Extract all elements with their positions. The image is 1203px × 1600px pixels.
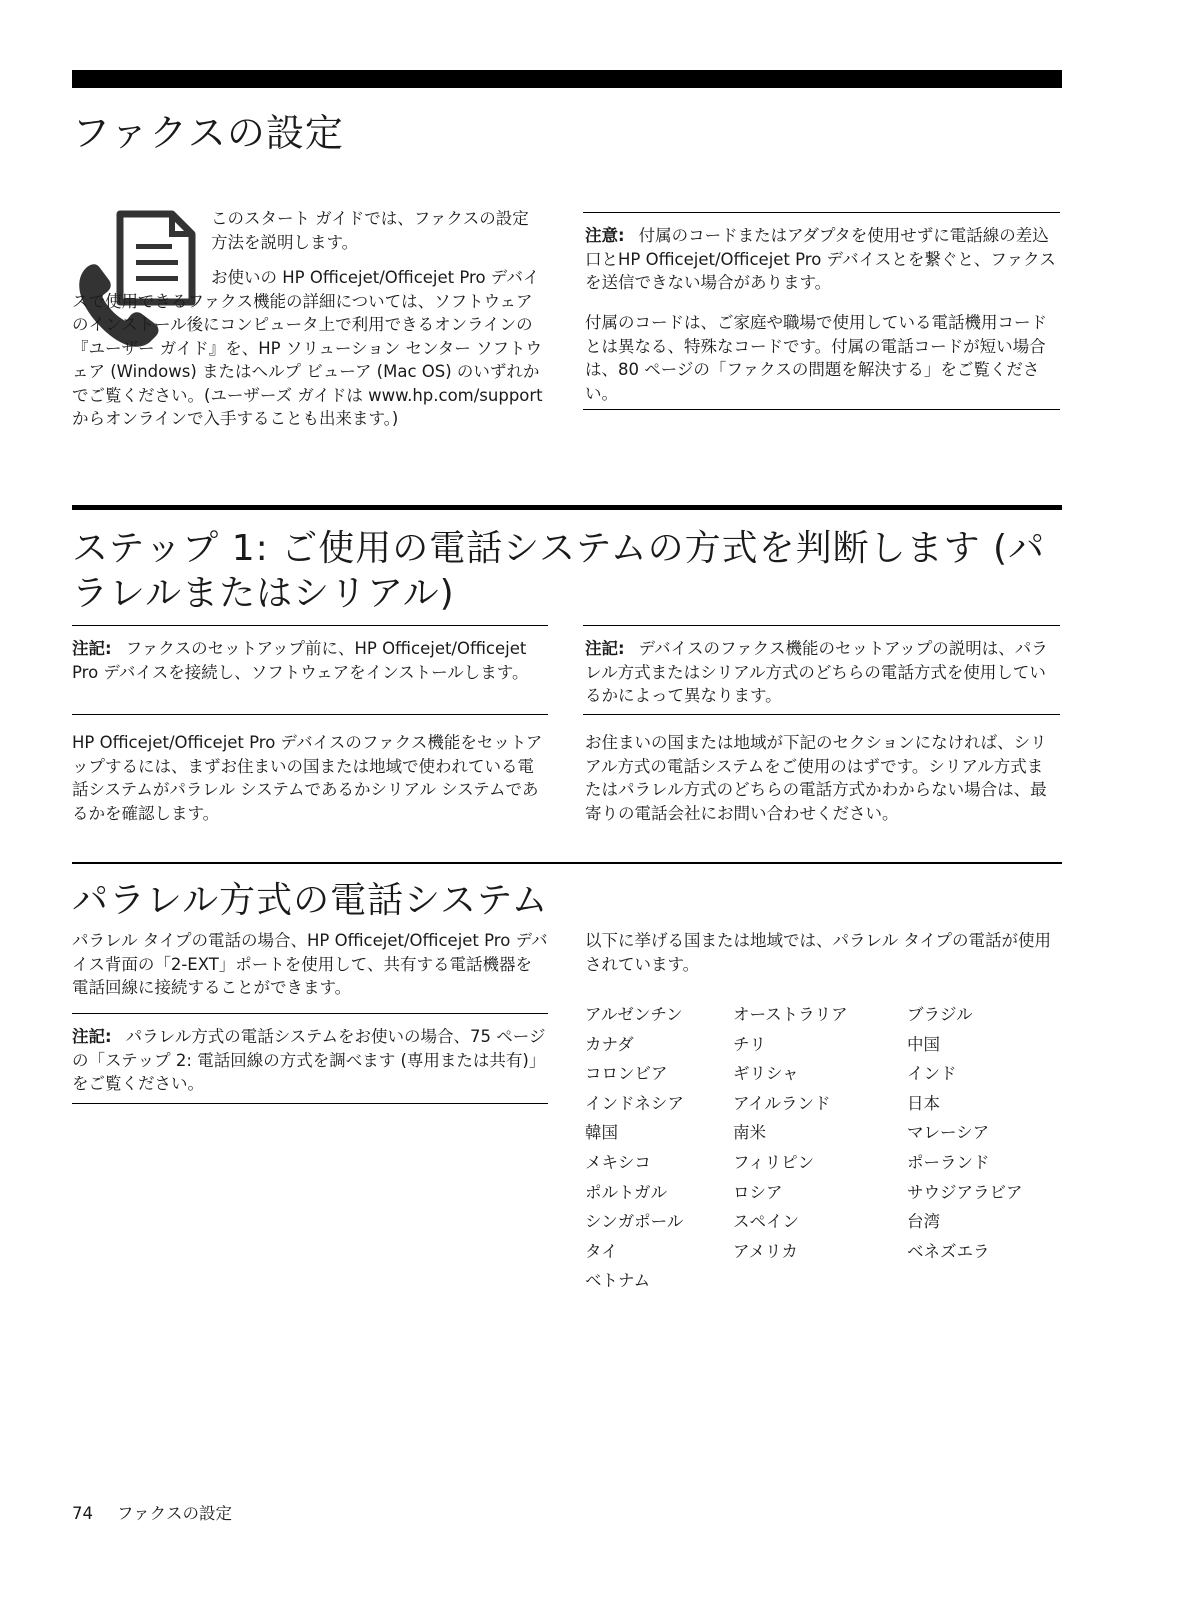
country: ブラジル <box>907 1005 973 1024</box>
country-row <box>585 1178 1065 1208</box>
parallel-note <box>72 1025 548 1096</box>
country: チリ <box>733 1034 766 1054</box>
country-row <box>585 1266 1065 1296</box>
caution-text: 付属のコードまたはアダプタを使用せずに電話線の差込口とHP Officejet/Officejet Pro デバイスとを繋ぐと、ファクスを送信できない場合があります。 <box>585 226 1056 292</box>
page-title: ファクスの設定 <box>72 111 344 155</box>
step1-note-left-bottom-rule <box>72 714 548 715</box>
country-row <box>585 1118 1065 1148</box>
note-label: 注記: <box>72 639 112 658</box>
note-label: 注記: <box>585 639 625 658</box>
country: ポルトガル <box>585 1182 668 1202</box>
country-row <box>585 1207 1065 1237</box>
caution-paragraph-2: 付属のコードは、ご家庭や職場で使用している電話機用コードとは異なる、特殊なコードです。付属の電話コードが短い場合は、80 ページの「ファクスの問題を解決する」をご覧ください。 <box>585 313 1047 403</box>
country: インドネシア <box>585 1093 684 1113</box>
step1-body-left: HP Officejet/Officejet Pro デバイスのファクス機能をセットアップするには、まずお住まいの国または地域で使われている電話システムがパラレル システムであるかシリアル システムであるかを確認します。 <box>72 733 543 823</box>
country: オーストラリア <box>733 1005 848 1024</box>
country: マレーシア <box>907 1123 990 1143</box>
country: ロシア <box>733 1182 783 1202</box>
country: 日本 <box>907 1093 940 1113</box>
country-row <box>585 1148 1065 1178</box>
parallel-note-top-rule <box>72 1013 548 1014</box>
intro-paragraph-2: お使いの HP Officejet/Officejet Pro デバイスで使用できるファクス機能の詳細については、ソフトウェアのインストール後にコンピュータ上で利用できるオンラインの『ユーザー ガイド』を、HP ソリューション センター ソフトウェア (Windows) またはヘルプ ビューア (Mac OS) のいずれかでご覧ください。(ユーザーズ ガイドは www.hp.com/support からオンラインで入手することも出来ます。) <box>72 268 543 428</box>
country: ベネズエラ <box>907 1241 990 1261</box>
parallel-body-left: パラレル タイプの電話の場合、HP Officejet/Officejet Pro デバイス背面の「2-EXT」ポートを使用して、共有する電話機器を電話回線に接続することができます。 <box>72 931 548 997</box>
step1-note-right <box>585 637 1055 708</box>
parallel-note-bottom-rule <box>72 1103 548 1104</box>
country: ベトナム <box>585 1271 651 1291</box>
country-row <box>585 1237 1065 1267</box>
country: メキシコ <box>585 1152 651 1172</box>
country-row <box>585 1000 1065 1030</box>
country: フィリピン <box>733 1152 815 1172</box>
caution-bottom-rule <box>583 409 1060 410</box>
parallel-heading: パラレル方式の電話システム <box>72 880 549 921</box>
country: アメリカ <box>733 1241 798 1261</box>
top-rule <box>72 70 1062 88</box>
country: 南米 <box>733 1123 766 1143</box>
country: 中国 <box>907 1034 940 1054</box>
country: 韓国 <box>585 1123 618 1143</box>
step1-note-left-top-rule <box>72 625 548 626</box>
step1-heading: ステップ 1: ご使用の電話システムの方式を判断します (パラレルまたはシリアル) <box>72 528 1046 614</box>
country: ギリシャ <box>733 1064 799 1084</box>
page-footer <box>72 1500 256 1524</box>
countries-list <box>585 1000 1065 1296</box>
country: サウジアラビア <box>907 1182 1023 1202</box>
note-text: デバイスのファクス機能のセットアップの説明は、パラレル方式またはシリアル方式のどちらの電話方式を使用しているかによって異なります。 <box>585 639 1048 705</box>
parallel-body-right: 以下に挙げる国または地域では、パラレル タイプの電話が使用されています。 <box>585 931 1052 974</box>
country: スペイン <box>733 1212 799 1232</box>
step1-note-right-bottom-rule <box>583 714 1060 715</box>
country-row <box>585 1030 1065 1060</box>
caution-top-rule <box>583 212 1060 213</box>
footer-section-title: ファクスの設定 <box>117 1504 233 1523</box>
country-row <box>585 1089 1065 1119</box>
country: 台湾 <box>907 1212 940 1232</box>
note-text: ファクスのセットアップ前に、HP Officejet/Officejet Pro デバイスを接続し、ソフトウェアをインストールします。 <box>72 639 529 682</box>
note-text: パラレル方式の電話システムをお使いの場合、75 ページの「ステップ 2: 電話回線の方式を調べます (専用または共有)」をご覧ください。 <box>72 1027 546 1093</box>
page-number: 74 <box>72 1504 93 1523</box>
step1-rule <box>72 505 1062 510</box>
step1-note-right-top-rule <box>583 625 1060 626</box>
country-row <box>585 1059 1065 1089</box>
country <box>907 1266 1057 1296</box>
intro-paragraph-1: このスタート ガイドでは、ファクスの設定方法を説明します。 <box>211 209 529 252</box>
caution-label: 注意: <box>585 226 625 245</box>
country: コロンビア <box>585 1064 668 1084</box>
country: タイ <box>585 1241 618 1261</box>
country <box>733 1266 907 1296</box>
note-label: 注記: <box>72 1027 112 1046</box>
parallel-rule <box>72 862 1062 864</box>
country: アイルランド <box>733 1093 831 1113</box>
step1-body-right: お住まいの国または地域が下記のセクションになければ、シリアル方式の電話システムをご使用のはずです。シリアル方式またはパラレル方式のどちらの電話方式かわからない場合は、最寄りの電話会社にお問い合わせください。 <box>585 733 1047 823</box>
country: カナダ <box>585 1034 634 1054</box>
country: アルゼンチン <box>585 1005 683 1024</box>
country: シンガポール <box>585 1212 684 1232</box>
country: インド <box>907 1064 957 1084</box>
country: ポーランド <box>907 1152 990 1172</box>
caution-note <box>585 224 1057 295</box>
step1-note-left <box>72 637 546 684</box>
